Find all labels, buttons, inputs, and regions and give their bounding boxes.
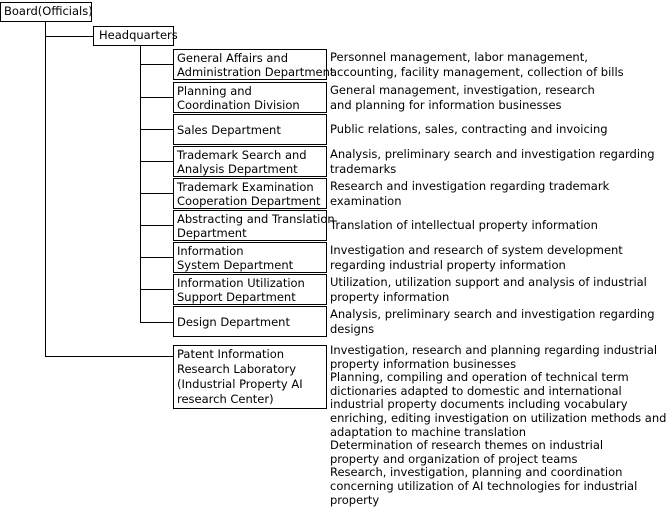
dept-information-utilization: Information Utilization Support Department xyxy=(173,274,327,305)
branch-line xyxy=(140,64,173,65)
branch-line xyxy=(140,289,173,290)
duty-planning-coordination: General management, investigation, research and planning for information businesses xyxy=(330,83,595,112)
duty-design: Analysis, preliminary search and investigation regarding designs xyxy=(330,307,655,336)
dept-trademark-search: Trademark Search and Analysis Department xyxy=(173,146,327,177)
duty-abstracting-translation: Translation of intellectual property information xyxy=(330,218,598,232)
duty-sales: Public relations, sales, contracting and invoicing xyxy=(330,122,608,136)
dept-design: Design Department xyxy=(173,306,327,337)
dept-planning-coordination: Planning and Coordination Division xyxy=(173,82,327,113)
board-trunk-line xyxy=(45,21,46,356)
branch-line xyxy=(140,161,173,162)
dept-trademark-examination: Trademark Examination Cooperation Department xyxy=(173,178,327,209)
board-label: Board(Officials) xyxy=(4,4,93,18)
duty-trademark-examination: Research and investigation regarding trademark examination xyxy=(330,179,610,208)
branch-line xyxy=(140,97,173,98)
patent-information-research-laboratory: Patent Information Research Laboratory (Industrial Property AI research Center) xyxy=(173,345,327,409)
duty-general-affairs: Personnel management, labor management, accounting, facility management, collection of bills xyxy=(330,50,624,79)
branch-line xyxy=(140,225,173,226)
dept-abstracting-translation: Abstracting and Translation Department xyxy=(173,210,327,241)
branch-line xyxy=(140,129,173,130)
dept-sales: Sales Department xyxy=(173,114,327,145)
duty-trademark-search: Analysis, preliminary search and investigation regarding trademarks xyxy=(330,147,655,176)
branch-line xyxy=(140,322,173,323)
duty-information-system: Investigation and research of system development regarding industrial property information xyxy=(330,243,623,272)
dept-information-system: Information System Department xyxy=(173,242,327,273)
board-to-hq-line xyxy=(45,36,93,37)
hq-trunk-line xyxy=(140,45,141,322)
board-box xyxy=(0,2,92,22)
headquarters-label: Headquarters xyxy=(99,28,178,42)
dept-general-affairs: General Affairs and Administration Department xyxy=(173,49,327,80)
duty-information-utilization: Utilization, utilization support and analysis of industrial property information xyxy=(330,275,647,304)
branch-line xyxy=(140,193,173,194)
headquarters-box xyxy=(93,26,178,46)
board-to-lab-line xyxy=(45,356,173,357)
duty-laboratory: Investigation, research and planning regarding industrial property information businesses Planning, compiling and operation of technical term dictionaries adapted to domestic and international industrial property documents including vocabulary enriching, editing investigation on utilization methods and adaptation to machine translation Determination of research themes on industrial property and organization of project teams Research, investigation, planning and coordination concerning utilization of AI technologies for industrial property xyxy=(330,343,666,507)
branch-line xyxy=(140,257,173,258)
